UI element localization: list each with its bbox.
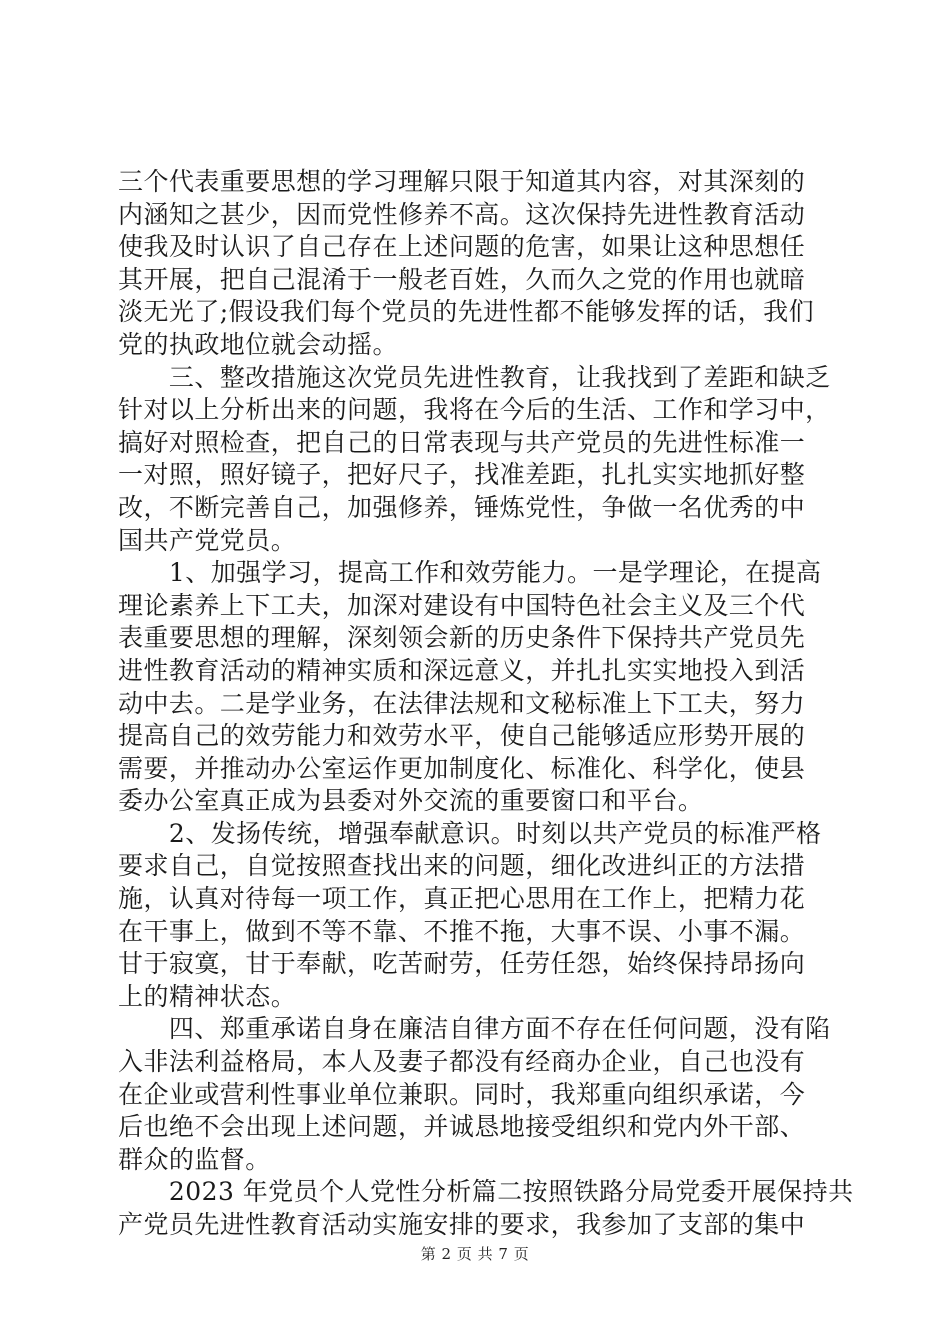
text-line: 在企业或营利性事业单位兼职。同时，我郑重向组织承诺，今	[118, 1079, 806, 1109]
text-line: 进性教育活动的精神实质和深远意义，并扎扎实实地投入到活	[118, 655, 806, 685]
text-line: 1、加强学习，提高工作和效劳能力。一是学理论，在提高	[118, 558, 822, 588]
text-line: 四、郑重承诺自身在廉洁自律方面不存在任何问题，没有陷	[118, 1014, 831, 1044]
text-line: 群众的监督。	[118, 1144, 271, 1174]
text-line: 委办公室真正成为县委对外交流的重要窗口和平台。	[118, 786, 704, 816]
text-line: 在干事上，做到不等不靠、不推不拖，大事不误、小事不漏。	[118, 916, 806, 946]
text-line: 三个代表重要思想的学习理解只限于知道其内容，对其深刻的	[118, 167, 806, 196]
text-line: 甘于寂寞，甘于奉献，吃苦耐劳，任劳任怨，始终保持昂扬向	[118, 949, 806, 979]
body-text	[118, 166, 854, 1242]
text-line: 搞好对照检查，把自己的日常表现与共产党员的先进性标准一	[118, 427, 806, 457]
text-line: 使我及时认识了自己存在上述问题的危害，如果让这种思想任	[118, 232, 806, 262]
text-line: 内涵知之甚少，因而党性修养不高。这次保持先进性教育活动	[118, 199, 806, 229]
page-number-footer: 第 2 页 共 7 页	[420, 1245, 530, 1263]
text-line: 一对照，照好镜子，把好尺子，找准差距，扎扎实实地抓好整	[118, 460, 806, 490]
text-line: 改，不断完善自己，加强修养，锤炼党性，争做一名优秀的中	[118, 492, 806, 522]
text-line: 入非法利益格局，本人及妻子都没有经商办企业，自己也没有	[118, 1047, 806, 1077]
text-line: 上的精神状态。	[118, 981, 297, 1011]
text-line: 提高自己的效劳能力和效劳水平，使自己能够适应形势开展的	[118, 721, 806, 751]
text-line: 2023 年党员个人党性分析篇二按照铁路分局党委开展保持共	[118, 1177, 854, 1207]
text-line: 产党员先进性教育活动实施安排的要求，我参加了支部的集中	[118, 1210, 806, 1239]
text-line: 三、整改措施这次党员先进性教育，让我找到了差距和缺乏	[118, 362, 831, 392]
text-line: 淡无光了;假设我们每个党员的先进性都不能够发挥的话，我们	[118, 297, 815, 327]
text-line: 理论素养上下工夫，加深对建设有中国特色社会主义及三个代	[118, 590, 806, 620]
text-line: 国共产党党员。	[118, 525, 297, 555]
text-line: 需要，并推动办公室运作更加制度化、标准化、科学化，使县	[118, 753, 806, 783]
text-line: 后也绝不会出现上述问题，并诚恳地接受组织和党内外干部、	[118, 1112, 806, 1142]
text-line: 施，认真对待每一项工作，真正把心思用在工作上，把精力花	[118, 884, 806, 914]
text-line: 其开展，把自己混淆于一般老百姓，久而久之党的作用也就暗	[118, 264, 806, 294]
text-line: 表重要思想的理解，深刻领会新的历史条件下保持共产党员先	[118, 623, 806, 653]
text-line: 动中去。二是学业务，在法律法规和文秘标准上下工夫，努力	[118, 688, 806, 718]
text-line: 2、发扬传统，增强奉献意识。时刻以共产党员的标准严格	[118, 818, 822, 848]
text-line: 针对以上分析出来的问题，我将在今后的生活、工作和学习中，	[118, 395, 831, 425]
text-line: 要求自己，自觉按照查找出来的问题，细化改进纠正的方法措	[118, 851, 806, 881]
text-line: 党的执政地位就会动摇。	[118, 329, 398, 359]
